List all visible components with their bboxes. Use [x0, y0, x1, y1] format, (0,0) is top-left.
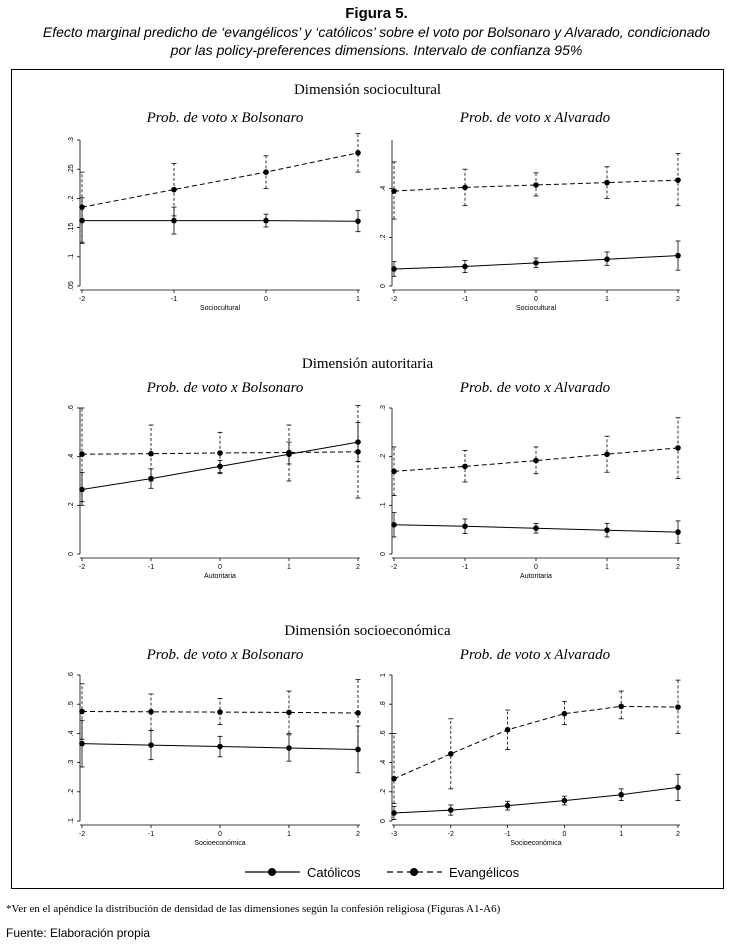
x-tick-label: 2	[676, 564, 680, 571]
figure-title: Figura 5.	[345, 5, 408, 22]
chart-alvarado-socioeconomica	[368, 667, 690, 857]
y-tick-label: .3	[68, 759, 75, 766]
y-tick-label: .1	[68, 253, 75, 260]
point-catolicos	[148, 742, 154, 748]
point-evangelicos	[604, 451, 610, 457]
legend-evangelicos-label: Evangélicos	[449, 865, 520, 880]
panel-title-1: Prob. de voto x Bolsonaro	[146, 110, 304, 126]
x-tick-label: -2	[447, 831, 454, 838]
point-evangelicos	[391, 468, 397, 474]
x-tick-label: 0	[562, 831, 567, 838]
point-evangelicos	[675, 445, 681, 451]
y-tick-label: .2	[380, 453, 387, 460]
y-tick-label: .1	[380, 502, 387, 509]
point-evangelicos	[148, 451, 154, 457]
panel-title-2: Prob. de voto x Alvarado	[459, 110, 611, 126]
y-tick-label: .25	[68, 164, 75, 175]
point-catolicos	[505, 803, 511, 809]
point-evangelicos	[79, 204, 85, 210]
panel-title-5: Prob. de voto x Bolsonaro	[146, 647, 304, 663]
point-catolicos	[675, 253, 681, 259]
point-evangelicos	[618, 704, 624, 710]
x-tick-label: 2	[356, 831, 360, 838]
x-axis-label: Sociocultural	[199, 305, 241, 312]
point-evangelicos	[355, 150, 361, 156]
point-catolicos	[533, 525, 539, 531]
x-tick-label: -3	[390, 831, 398, 838]
point-evangelicos	[79, 709, 85, 715]
point-evangelicos	[263, 169, 269, 175]
y-tick-label: 1	[380, 673, 387, 677]
x-tick-label: 2	[356, 564, 360, 571]
series-line-evangelicos	[394, 706, 678, 778]
chart-alvarado-autoritaria	[368, 400, 690, 590]
x-tick-label: 1	[605, 296, 609, 303]
section-title-socioeconomica: Dimensión socioeconómica	[284, 623, 451, 639]
y-tick-label: .15	[68, 222, 75, 233]
point-catolicos	[286, 745, 292, 751]
point-catolicos	[675, 785, 681, 791]
x-axis-label: Socioeconómica	[194, 840, 246, 847]
y-tick-label: .2	[380, 788, 387, 795]
chart-bolsonaro-autoritaria	[56, 400, 370, 590]
figure-subtitle-line1: Efecto marginal predicho de ‘evangélicos’ y ‘católicos’ sobre el voto por Bolsonaro y Alvarado, condicionado	[42, 24, 711, 40]
point-evangelicos	[604, 180, 610, 186]
y-tick-label: 0	[68, 552, 75, 556]
point-evangelicos	[448, 751, 454, 757]
point-evangelicos	[286, 710, 292, 716]
point-evangelicos	[675, 704, 681, 710]
x-tick-label: 1	[356, 296, 360, 303]
x-tick-label: 0	[218, 831, 222, 838]
panel-title-3: Prob. de voto x Bolsonaro	[146, 380, 304, 396]
y-tick-label: .6	[68, 405, 75, 411]
point-evangelicos	[286, 450, 292, 456]
series-line-catolicos	[394, 787, 678, 813]
point-catolicos	[448, 807, 454, 813]
point-catolicos	[462, 523, 468, 529]
x-tick-label: -2	[390, 564, 398, 571]
legend-catolicos-label: Católicos	[307, 865, 361, 880]
x-tick-label: -1	[170, 296, 178, 303]
x-tick-label: -2	[78, 564, 86, 571]
legend-evangelicos-swatch	[387, 865, 445, 879]
point-catolicos	[391, 266, 397, 272]
y-tick-label: 0	[380, 819, 387, 823]
point-catolicos	[562, 798, 568, 804]
point-evangelicos	[148, 709, 154, 715]
y-tick-label: 0	[380, 552, 387, 556]
y-tick-label: .2	[68, 788, 75, 795]
point-evangelicos	[505, 727, 511, 733]
point-catolicos	[263, 218, 269, 224]
legend-catolicos-swatch	[245, 865, 303, 879]
x-tick-label: 1	[287, 564, 291, 571]
point-evangelicos	[217, 450, 223, 456]
x-tick-label: 2	[676, 831, 680, 838]
point-evangelicos	[391, 776, 397, 782]
point-evangelicos	[675, 177, 681, 183]
panel-title-4: Prob. de voto x Alvarado	[459, 380, 611, 396]
series-line-evangelicos	[82, 153, 358, 207]
point-evangelicos	[462, 185, 468, 191]
x-tick-label: 2	[676, 296, 680, 303]
y-tick-label: .8	[380, 701, 387, 708]
point-evangelicos	[79, 451, 85, 457]
point-catolicos	[675, 529, 681, 535]
x-tick-label: 1	[287, 831, 291, 838]
point-evangelicos	[462, 464, 468, 470]
x-axis-label: Sociocultural	[515, 305, 557, 312]
x-axis-label: Autoritaria	[204, 573, 236, 580]
x-axis-label: Autoritaria	[520, 573, 552, 580]
point-evangelicos	[533, 458, 539, 464]
y-tick-label: .4	[68, 453, 75, 460]
chart-bolsonaro-sociocultural	[56, 132, 370, 322]
x-tick-label: 0	[264, 296, 268, 303]
point-evangelicos	[533, 182, 539, 188]
panel-title-6: Prob. de voto x Alvarado	[459, 647, 611, 663]
y-tick-label: .5	[68, 701, 75, 708]
x-tick-label: 1	[605, 564, 609, 571]
point-catolicos	[391, 522, 397, 528]
point-evangelicos	[355, 710, 361, 716]
chart-bolsonaro-socioeconomica	[56, 667, 370, 857]
y-tick-label: .2	[68, 195, 75, 202]
point-evangelicos	[171, 187, 177, 193]
y-tick-label: 0	[380, 284, 387, 288]
x-tick-label: -1	[461, 564, 469, 571]
x-tick-label: -2	[390, 296, 398, 303]
point-evangelicos	[217, 709, 223, 715]
point-catolicos	[171, 218, 177, 224]
point-catolicos	[355, 218, 361, 224]
point-catolicos	[533, 260, 539, 266]
x-axis-label: Socioeconómica	[510, 840, 562, 847]
chart-alvarado-sociocultural	[368, 132, 690, 322]
point-evangelicos	[391, 188, 397, 194]
x-tick-label: -1	[147, 564, 155, 571]
section-title-sociocultural: Dimensión sociocultural	[293, 82, 442, 98]
x-tick-label: -1	[504, 831, 511, 838]
point-catolicos	[217, 744, 223, 750]
point-catolicos	[604, 256, 610, 262]
y-tick-label: .4	[68, 730, 75, 737]
point-evangelicos	[355, 449, 361, 455]
figure-subtitle-line2: por las policy-preferences dimensions. Intervalo de confianza 95%	[170, 42, 583, 58]
y-tick-label: .3	[68, 137, 75, 143]
y-tick-label: .3	[380, 405, 387, 411]
x-tick-label: 0	[534, 564, 538, 571]
x-tick-label: -2	[78, 831, 86, 838]
y-tick-label: .1	[68, 818, 75, 824]
point-catolicos	[618, 792, 624, 798]
y-tick-label: .4	[380, 759, 387, 766]
x-tick-label: -2	[78, 296, 86, 303]
y-tick-label: .6	[68, 672, 75, 678]
point-catolicos	[462, 264, 468, 270]
x-tick-label: 0	[218, 564, 222, 571]
x-tick-label: -1	[461, 296, 469, 303]
x-tick-label: -1	[147, 831, 155, 838]
y-tick-label: .2	[380, 234, 387, 241]
x-tick-label: 0	[534, 296, 538, 303]
x-tick-label: 1	[619, 831, 624, 838]
series-line-catolicos	[82, 221, 358, 222]
y-tick-label: .05	[68, 281, 75, 291]
source-note: Fuente: Elaboración propia	[6, 926, 151, 940]
y-tick-label: .6	[380, 730, 387, 737]
point-evangelicos	[562, 711, 568, 717]
footnote: *Ver en el apéndice la distribución de densidad de las dimensiones según la confesión religiosa (Figuras A1-A6)	[6, 903, 501, 915]
y-tick-label: .2	[68, 502, 75, 509]
section-title-autoritaria: Dimensión autoritaria	[301, 356, 434, 372]
point-catolicos	[391, 810, 397, 816]
point-catolicos	[604, 527, 610, 533]
point-catolicos	[79, 741, 85, 747]
y-tick-label: .4	[380, 185, 387, 192]
